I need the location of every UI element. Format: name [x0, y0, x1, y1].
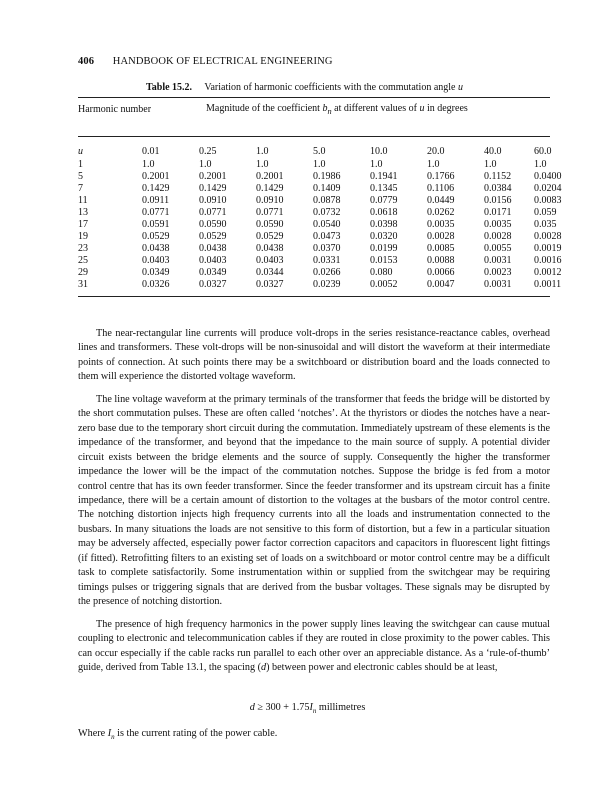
coefficient-cell: 0.0016 [534, 255, 562, 266]
coefficient-cell: 10.0 [370, 146, 388, 157]
coefficient-cell: 0.0019 [534, 243, 562, 254]
coefficient-cell: 0.0370 [313, 243, 341, 254]
coefficient-cell: 0.0590 [199, 219, 227, 230]
coefficient-cell: 0.0031 [484, 279, 512, 290]
paragraph-3-text-end: ) between power and electronic cables should be at least, [266, 661, 498, 673]
coefficient-cell: 0.0438 [199, 243, 227, 254]
where-line [78, 728, 277, 741]
coefficient-cell: 0.0349 [199, 267, 227, 278]
coefficient-cell: 0.0083 [534, 195, 562, 206]
coefficient-subscript: n [327, 107, 332, 116]
coefficient-cell: 0.0331 [313, 255, 341, 266]
where-text-end: is the current rating of the power cable. [114, 728, 278, 739]
paragraph-2: The line voltage waveform at the primary terminals of the transformer that feeds the bridge will be distorted by the short commutation pulses. These are often called ‘notches’. At the thyristors or diodes the notches have a near-zero base due to the temporary short circuit during the commutation. Immediately upstream of these elements is the impedance of the transformer, and beyond that the impedance to the main source of supply. A potential divider circuit exists between the bridge elements and the source of supply. Consequently the higher the transformer impedance the lower will be the impact of the commutation notches. Suppose the bridge is fed from a motor control centre that has its own feeder transformer. Since the feeder transformer and its upstream circuit has a finite impedance, there will be a certain amount of distortion to the voltages at the busbars of the motor control centre. The notching distortion injects high frequency currents into all the loads and instrumentation connected to the busbars. In many situations the loads are not sensitive to this form of distortion, but a few in a particular situation may be adversely affected, especially power factor correction capacitors and capacitors in fluorescent light fittings (if fitted). Retrofitting filters to an existing set of loads on a switchboard or motor control centre may be a difficult task to complete satisfactorily. Some instrumentation within or supplied from the switchgear may be requiring timings pulses or triggering signals that are derived from the busbar voltages. These signals may be disrupted by the presence of notching distortion. [78, 393, 550, 608]
coefficient-cell: 1.0 [313, 159, 326, 170]
coefficient-cell: 0.0473 [313, 231, 341, 242]
coefficient-cell: 0.0529 [256, 231, 284, 242]
coefficient-cell: 0.2001 [256, 171, 284, 182]
coefficient-cell: 0.0779 [370, 195, 398, 206]
coefficient-cell: 0.0878 [313, 195, 341, 206]
page-number: 406 [78, 56, 95, 67]
harmonic-number-cell: 11 [78, 195, 88, 206]
coefficient-cell: 1.0 [256, 159, 269, 170]
table-row [78, 243, 562, 255]
coefficient-cell: 0.0320 [370, 231, 398, 242]
coefficient-cell: 0.080 [370, 267, 393, 278]
column-header-harmonic: Harmonic number [78, 104, 152, 115]
coefficient-cell: 0.1941 [370, 171, 398, 182]
table-caption [146, 82, 463, 93]
coefficient-cell: 0.0398 [370, 219, 398, 230]
table-row [78, 171, 562, 183]
running-head [78, 56, 333, 67]
coefficient-cell: 0.0771 [142, 207, 170, 218]
coefficient-cell: 1.0 [199, 159, 212, 170]
coefficient-cell: 0.25 [199, 146, 217, 157]
coefficient-cell: 0.035 [534, 219, 557, 230]
harmonic-number-cell: u [78, 146, 83, 157]
harmonic-number-cell: 17 [78, 219, 88, 230]
coefficient-cell: 0.1106 [427, 183, 455, 194]
table-header-rule [78, 136, 550, 137]
coefficient-cell: 0.0239 [313, 279, 341, 290]
coefficient-cell: 0.0529 [142, 231, 170, 242]
coefficient-cell: 0.0771 [256, 207, 284, 218]
coefficient-cell: 0.1429 [256, 183, 284, 194]
coefficient-cell: 1.0 [256, 146, 269, 157]
coefficient-cell: 0.0910 [199, 195, 227, 206]
coefficient-cell: 0.1986 [313, 171, 341, 182]
coefficient-cell: 0.0011 [534, 279, 562, 290]
harmonic-number-cell: 7 [78, 183, 83, 194]
coefficient-cell: 0.2001 [142, 171, 170, 182]
column-header-magnitude [206, 103, 468, 116]
coefficient-cell: 0.0591 [142, 219, 170, 230]
coefficient-cell: 0.0028 [534, 231, 562, 242]
harmonic-coefficient-table [78, 146, 562, 291]
coefficient-cell: 0.0403 [142, 255, 170, 266]
paragraph-3 [78, 618, 550, 676]
harmonic-number-cell: 13 [78, 207, 88, 218]
table-row [78, 255, 562, 267]
coefficient-cell: 20.0 [427, 146, 445, 157]
coefficient-cell: 0.0023 [484, 267, 512, 278]
body-text [78, 327, 550, 683]
coefficient-cell: 0.0012 [534, 267, 562, 278]
coefficient-cell: 0.0199 [370, 243, 398, 254]
coefficient-cell: 0.0327 [199, 279, 227, 290]
paragraph-1: The near-rectangular line currents will produce volt-drops in the series resistance-reactance cables, overhead lines and transformers. These volt-drops will be non-sinusoidal and will distort the waveform at their intermediate points of connection. At such points there may be a switchboard or distribution board and the loads connected to them will experience the distorted voltage waveform. [78, 328, 550, 383]
column-header-text-end: in degrees [424, 103, 468, 114]
coefficient-cell: 0.0035 [484, 219, 512, 230]
coefficient-cell: 0.0449 [427, 195, 455, 206]
coefficient-cell: 0.0085 [427, 243, 455, 254]
coefficient-cell: 0.0529 [199, 231, 227, 242]
coefficient-cell: 0.0028 [484, 231, 512, 242]
coefficient-cell: 1.0 [142, 159, 155, 170]
table-row [78, 279, 562, 291]
harmonic-number-cell: 5 [78, 171, 83, 182]
equation-lhs: d [249, 702, 255, 713]
table-header-row [78, 146, 562, 159]
harmonic-number-cell: 19 [78, 231, 88, 242]
coefficient-cell: 0.0204 [534, 183, 562, 194]
coefficient-cell: 0.0153 [370, 255, 398, 266]
harmonic-number-cell: 31 [78, 279, 88, 290]
coefficient-cell: 1.0 [427, 159, 440, 170]
coefficient-cell: 40.0 [484, 146, 502, 157]
coefficient-cell: 0.0028 [427, 231, 455, 242]
table-row [78, 219, 562, 231]
coefficient-cell: 0.1766 [427, 171, 455, 182]
table-row [78, 267, 562, 279]
coefficient-cell: 60.0 [534, 146, 552, 157]
coefficient-cell: 0.1409 [313, 183, 341, 194]
coefficient-cell: 0.0400 [534, 171, 562, 182]
coefficient-cell: 1.0 [370, 159, 383, 170]
coefficient-cell: 0.0035 [427, 219, 455, 230]
coefficient-cell: 0.1429 [199, 183, 227, 194]
coefficient-cell: 0.0156 [484, 195, 512, 206]
coefficient-cell: 0.2001 [199, 171, 227, 182]
coefficient-cell: 0.0349 [142, 267, 170, 278]
coefficient-cell: 0.1345 [370, 183, 398, 194]
coefficient-cell: 0.01 [142, 146, 160, 157]
column-header-text-mid: at different values of [331, 103, 420, 114]
where-variable: I [107, 728, 112, 739]
coefficient-cell: 0.059 [534, 207, 557, 218]
column-header-text: Magnitude of the coefficient [206, 103, 323, 114]
coefficient-cell: 0.0540 [313, 219, 341, 230]
table-row [78, 207, 562, 219]
harmonic-number-cell: 1 [78, 159, 83, 170]
paragraph-3-text: The presence of high frequency harmonics in the power supply lines leaving the switchgear can cause mutual coupling to electronic and telecommunication cables if they are routed in close proximity to the power cables. This can occur especially if the cable racks run parallel to each other over an appreciable distance. As a ‘rule-of-thumb’ guide, derived from Table 13.1, the spacing ( [78, 618, 550, 673]
coefficient-cell: 0.0066 [427, 267, 455, 278]
table-caption-symbol: u [458, 82, 463, 93]
coefficient-cell: 0.0910 [256, 195, 284, 206]
equation-unit: millimetres [316, 702, 366, 713]
where-text: Where [78, 728, 108, 739]
where-subscript: n [111, 733, 115, 742]
coefficient-cell: 0.1152 [484, 171, 512, 182]
coefficient-cell: 0.0384 [484, 183, 512, 194]
coefficient-cell: 0.0403 [199, 255, 227, 266]
equation-relation: ≥ 300 + 1.75 [254, 702, 310, 713]
coefficient-cell: 0.0031 [484, 255, 512, 266]
table-caption-text: Variation of harmonic coefficients with the commutation angle [204, 82, 456, 93]
coefficient-cell: 0.0911 [142, 195, 170, 206]
table-row [78, 231, 562, 243]
coefficient-cell: 1.0 [534, 159, 547, 170]
table-label: Table 15.2. [146, 82, 193, 93]
harmonic-number-cell: 23 [78, 243, 88, 254]
coefficient-cell: 0.0438 [256, 243, 284, 254]
coefficient-cell: 0.0732 [313, 207, 341, 218]
harmonic-number-cell: 29 [78, 267, 88, 278]
coefficient-cell: 1.0 [484, 159, 497, 170]
coefficient-cell: 0.0344 [256, 267, 284, 278]
table-row [78, 195, 562, 207]
table-top-rule [78, 97, 550, 98]
coefficient-symbol: b [322, 103, 328, 114]
coefficient-cell: 0.0327 [256, 279, 284, 290]
coefficient-cell: 0.0266 [313, 267, 341, 278]
spacing-equation [0, 702, 615, 715]
coefficient-cell: 0.0055 [484, 243, 512, 254]
coefficient-cell: 0.0438 [142, 243, 170, 254]
coefficient-cell: 0.0088 [427, 255, 455, 266]
coefficient-cell: 5.0 [313, 146, 326, 157]
equation-variable: I [309, 702, 313, 713]
angle-symbol: u [419, 103, 425, 114]
coefficient-cell: 0.0771 [199, 207, 227, 218]
coefficient-cell: 0.0590 [256, 219, 284, 230]
table-row [78, 159, 562, 171]
coefficient-cell: 0.0326 [142, 279, 170, 290]
coefficient-cell: 0.0047 [427, 279, 455, 290]
coefficient-cell: 0.0052 [370, 279, 398, 290]
table-bottom-rule [78, 296, 550, 297]
coefficient-cell: 0.0618 [370, 207, 398, 218]
coefficient-cell: 0.1429 [142, 183, 170, 194]
harmonic-number-cell: 25 [78, 255, 88, 266]
book-title: HANDBOOK OF ELECTRICAL ENGINEERING [112, 56, 333, 67]
coefficient-cell: 0.0171 [484, 207, 512, 218]
equation-subscript: n [312, 707, 317, 716]
coefficient-cell: 0.0403 [256, 255, 284, 266]
spacing-symbol: d [261, 661, 267, 673]
coefficient-cell: 0.0262 [427, 207, 455, 218]
table-row [78, 183, 562, 195]
